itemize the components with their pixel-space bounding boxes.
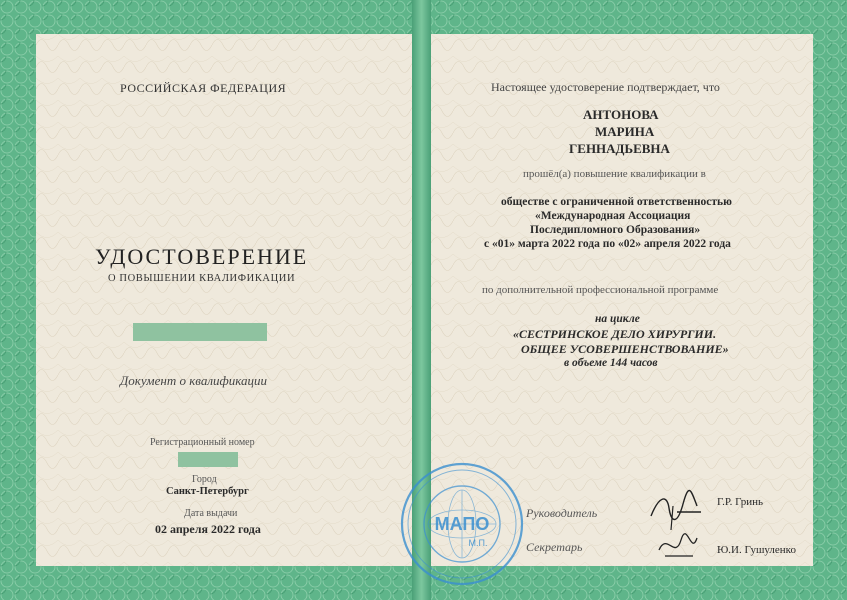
course-title-line-1: «СЕСТРИНСКОЕ ДЕЛО ХИРУРГИИ.	[513, 327, 717, 341]
secretary-label: Секретарь	[526, 540, 583, 554]
director-name: Г.Р. Гринь	[717, 496, 764, 508]
org-line-3: Последипломного Образования»	[530, 224, 701, 236]
country-label: РОССИЙСКАЯ ФЕДЕРАЦИЯ	[120, 81, 287, 95]
redacted-registration-number	[178, 452, 238, 467]
recipient-name: МАРИНА	[595, 124, 655, 139]
org-line-1: обществе с ограниченной ответственностью	[501, 196, 732, 208]
city-value: Санкт-Петербург	[166, 486, 249, 497]
passed-text: прошёл(а) повышение квалификации в	[523, 168, 706, 180]
document-subtitle: О ПОВЫШЕНИИ КВАЛИФИКАЦИИ	[108, 273, 296, 284]
stamp-text: МАПО	[434, 514, 490, 534]
program-label: по дополнительной профессиональной программе	[482, 284, 719, 296]
org-line-2: «Международная Ассоциация	[535, 210, 691, 222]
recipient-patronymic: ГЕННАДЬЕВНА	[569, 141, 670, 156]
document-type: Документ о квалификации	[120, 373, 267, 388]
secretary-name: Ю.И. Гушуленко	[717, 544, 796, 556]
registration-number-label: Регистрационный номер	[150, 437, 255, 448]
official-stamp	[398, 460, 526, 588]
course-title-line-2: ОБЩЕЕ УСОВЕРШЕНСТВОВАНИЕ»	[521, 342, 729, 356]
left-page	[36, 34, 412, 566]
issue-date-value: 02 апреля 2022 года	[155, 522, 261, 536]
director-label: Руководитель	[526, 506, 598, 520]
secretary-signature	[653, 526, 703, 566]
recipient-surname: АНТОНОВА	[583, 107, 659, 122]
city-label: Город	[192, 474, 217, 485]
intro-text: Настоящее удостоверение подтверждает, что	[491, 80, 720, 94]
study-period: с «01» марта 2022 года по «02» апреля 2022 года	[484, 238, 731, 250]
document-title: УДОСТОВЕРЕНИЕ	[95, 244, 309, 269]
cycle-label: на цикле	[595, 313, 640, 325]
issue-date-label: Дата выдачи	[184, 508, 238, 519]
redacted-field	[133, 323, 267, 341]
stamp-subtext: М.П.	[468, 538, 488, 548]
course-hours: в объеме 144 часов	[564, 357, 658, 369]
